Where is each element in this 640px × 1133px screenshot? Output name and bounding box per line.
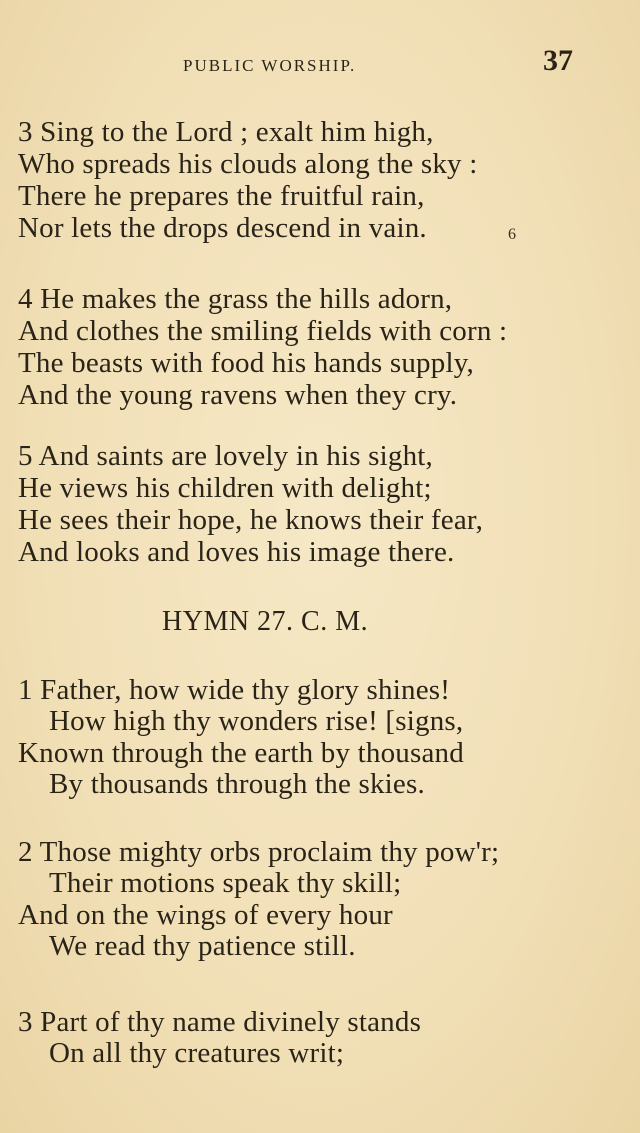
verse-line: 3 Part of thy name divinely stands bbox=[18, 1006, 422, 1038]
verse-line: On all thy creatures writ; bbox=[49, 1037, 345, 1069]
verse-line: 1 Father, how wide thy glory shines! bbox=[18, 674, 451, 706]
verse-line: The beasts with food his hands supply, bbox=[18, 347, 474, 379]
verse-line: How high thy wonders rise! [signs, bbox=[49, 705, 464, 737]
verse-line: And clothes the smiling fields with corn : bbox=[18, 315, 508, 347]
verse-line: Who spreads his clouds along the sky : bbox=[18, 148, 478, 180]
hymn-title: HYMN 27. C. M. bbox=[162, 606, 369, 637]
verse-line: Nor lets the drops descend in vain. bbox=[18, 212, 427, 244]
verse-line: 5 And saints are lovely in his sight, bbox=[18, 440, 433, 472]
verse-line: Known through the earth by thousand bbox=[18, 737, 464, 769]
verse-line: He sees their hope, he knows their fear, bbox=[18, 504, 484, 536]
verse-line: And the young ravens when they cry. bbox=[18, 379, 458, 411]
verse-line: 3 Sing to the Lord ; exalt him high, bbox=[18, 116, 434, 148]
verse-line: And on the wings of every hour bbox=[18, 899, 393, 931]
running-title: PUBLIC WORSHIP. bbox=[183, 56, 357, 75]
verse-line: And looks and loves his image there. bbox=[18, 536, 455, 568]
verse-line: We read thy patience still. bbox=[49, 930, 356, 962]
verse-line: There he prepares the fruitful rain, bbox=[18, 180, 425, 212]
verse-line: Their motions speak thy skill; bbox=[49, 867, 402, 899]
verse-line: 2 Those mighty orbs proclaim thy pow'r; bbox=[18, 836, 500, 868]
verse-line: By thousands through the skies. bbox=[49, 768, 425, 800]
page-number: 37 bbox=[543, 44, 573, 77]
printer-mark: 6 bbox=[508, 226, 516, 243]
verse-line: He views his children with delight; bbox=[18, 472, 432, 504]
verse-line: 4 He makes the grass the hills adorn, bbox=[18, 283, 453, 315]
